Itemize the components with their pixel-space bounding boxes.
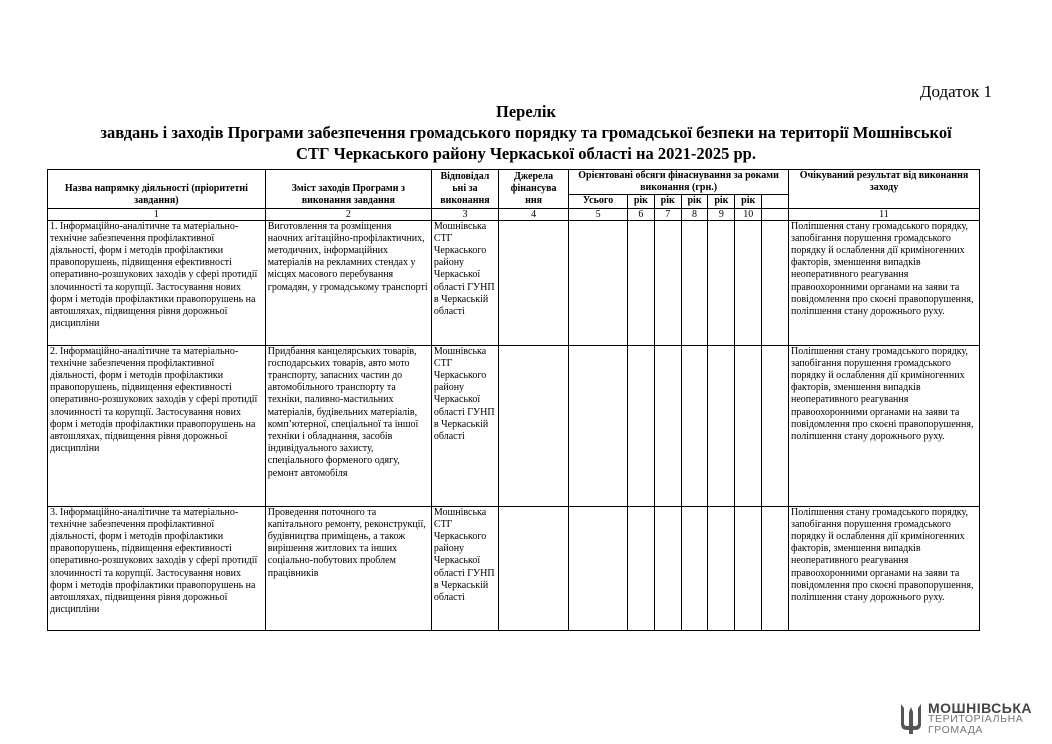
row-year [708, 345, 735, 506]
col-number: 3 [431, 208, 498, 220]
doc-subtitle-line1: завдань і заходів Програми забезпечення громадського порядку та громадської безпеки на території Мошнівської [100, 123, 952, 142]
header-result: Очікуваний результат від виконання заходу [789, 170, 980, 209]
col-number: 7 [654, 208, 681, 220]
row-sources [498, 345, 568, 506]
row-sources [498, 506, 568, 630]
row-year [681, 345, 708, 506]
row-year [681, 220, 708, 345]
logo-line1: МОШНІВСЬКА [927, 699, 1032, 716]
row-year [627, 345, 654, 506]
col-number: 10 [735, 208, 762, 220]
header-funding: Орієнтовані обсяги фінаснування за роками виконання (грн.) [569, 170, 789, 195]
doc-subtitle-line2: СТГ Черкаського району Черкаської області на 2021-2025 рр. [296, 144, 756, 163]
row-year [627, 506, 654, 630]
row-year [654, 220, 681, 345]
header-responsible: Відповідал ьні за виконання [431, 170, 498, 209]
row-year [627, 220, 654, 345]
row-direction: 1. Інформаційно-аналітичне та матеріально-технічне забезпечення профілактивної діяльності, форм і методів профілактики правопорушень, підвищення ефективності оперативно-розшукових заходів у сфері протидії злочинності та корупції. Застосування нових форм і методів профілактики правопорушень на автошляхах, підвищення рівня дорожньої дисципліни [48, 220, 266, 345]
col-number: 8 [681, 208, 708, 220]
tasks-table [47, 169, 980, 631]
row-year [708, 506, 735, 630]
row-year [735, 220, 762, 345]
col-number-empty [762, 208, 789, 220]
col-number: 2 [265, 208, 431, 220]
header-sources: Джерела фінансува ння [498, 170, 568, 209]
row-year [762, 506, 789, 630]
row-year [735, 506, 762, 630]
row-year [735, 345, 762, 506]
row-result: Поліпшення стану громадського порядку, запобігання порушення громадського порядку й ослаблення дії криміногенних факторів, зменшення випадків неоперативного реагування правоохоронними органами на заяви та повідомлення про скоєні правопорушення, поліпшення стану дорожнього руху. [789, 345, 980, 506]
row-year [708, 220, 735, 345]
row-year [762, 220, 789, 345]
row-year [762, 345, 789, 506]
row-total [569, 220, 628, 345]
row-sources [498, 220, 568, 345]
header-total: Усього [569, 195, 628, 208]
row-direction: 3. Інформаційно-аналітичне та матеріально-технічне забезпечення профілактивної діяльності, форм і методів профілактики правопорушень, підвищення ефективності оперативно-розшукових заходів у сфері протидії злочинності та корупції. Застосування нових форм і методів профілактики правопорушень на автошляхах, підвищення рівня дорожньої дисципліни [48, 506, 266, 630]
row-responsible: Мошнівська СТГ Черкаського району Черкаської області ГУНП в Черкаській області [431, 345, 498, 506]
col-number: 5 [569, 208, 628, 220]
row-direction: 2. Інформаційно-аналітичне та матеріально-технічне забезпечення профілактивної діяльності, форм і методів профілактики правопорушень, підвищення ефективності оперативно-розшукових заходів у сфері протидії злочинності та корупції. Застосування нових форм і методів профілактики правопорушень на автошляхах, підвищення рівня дорожньої дисципліни [48, 345, 266, 506]
row-content: Проведення поточного та капітального ремонту, реконструкції, будівництва приміщень, а також вирішення житлових та інших соціально-побутових проблем працівників [265, 506, 431, 630]
col-number: 11 [789, 208, 980, 220]
header-year-empty [762, 195, 789, 208]
table-row [48, 345, 980, 506]
logo-line3: ГРОМАДА [927, 723, 984, 736]
row-year [654, 345, 681, 506]
col-number: 4 [498, 208, 568, 220]
doc-title: Перелік [495, 102, 556, 121]
row-total [569, 506, 628, 630]
col-number: 6 [627, 208, 654, 220]
row-total [569, 345, 628, 506]
col-number: 1 [48, 208, 266, 220]
row-responsible: Мошнівська СТГ Черкаського району Черкаської області ГУНП в Черкаській області [431, 506, 498, 630]
table-row [48, 506, 980, 630]
header-year: рік [735, 195, 762, 208]
row-result: Поліпшення стану громадського порядку, запобігання порушення громадського порядку й ослаблення дії криміногенних факторів, зменшення випадків неоперативного реагування правоохоронними органами на заяви та повідомлення про скоєні правопорушення, поліпшення стану дорожнього руху. [789, 506, 980, 630]
table-row [48, 220, 980, 345]
row-responsible: Мошнівська СТГ Черкаського району Черкаської області ГУНП в Черкаській області [431, 220, 498, 345]
col-number: 9 [708, 208, 735, 220]
header-year: рік [708, 195, 735, 208]
row-year [681, 506, 708, 630]
logo-line2: ТЕРИТОРІАЛЬНА [927, 712, 1024, 725]
row-content: Придбання канцелярських товарів, господарських товарів, авто мото транспорту, запасних частин до автомобільного транспорту та техніки, паливно-мастильних матеріалів, будівельних матеріалів, комп’ютерної, спеціальної та іншої техніки і обладнання, засобів індивідуального захисту, спеціального форменого одягу, ремонт автомобіля [265, 345, 431, 506]
header-content: Зміст заходів Програми з виконання завдання [265, 170, 431, 209]
header-year: рік [627, 195, 654, 208]
appendix-label: Додаток 1 [919, 82, 992, 101]
header-year: рік [681, 195, 708, 208]
header-year: рік [654, 195, 681, 208]
community-logo [898, 699, 1032, 736]
row-content: Виготовлення та розміщення наочних агітаційно-профілактичних, методичних, інформаційних матеріалів на рекламних стендах у місцях масового перебування громадян, у громадському транспорті [265, 220, 431, 345]
row-year [654, 506, 681, 630]
header-direction: Назва напрямку діяльності (пріоритетні завдання) [48, 170, 266, 209]
trident-icon [898, 702, 924, 736]
row-result: Поліпшення стану громадського порядку, запобігання порушення громадського порядку й ослаблення дії криміногенних факторів, зменшення випадків неоперативного реагування правоохоронними органами на заяви та повідомлення про скоєні правопорушення, поліпшення стану дорожнього руху. [789, 220, 980, 345]
